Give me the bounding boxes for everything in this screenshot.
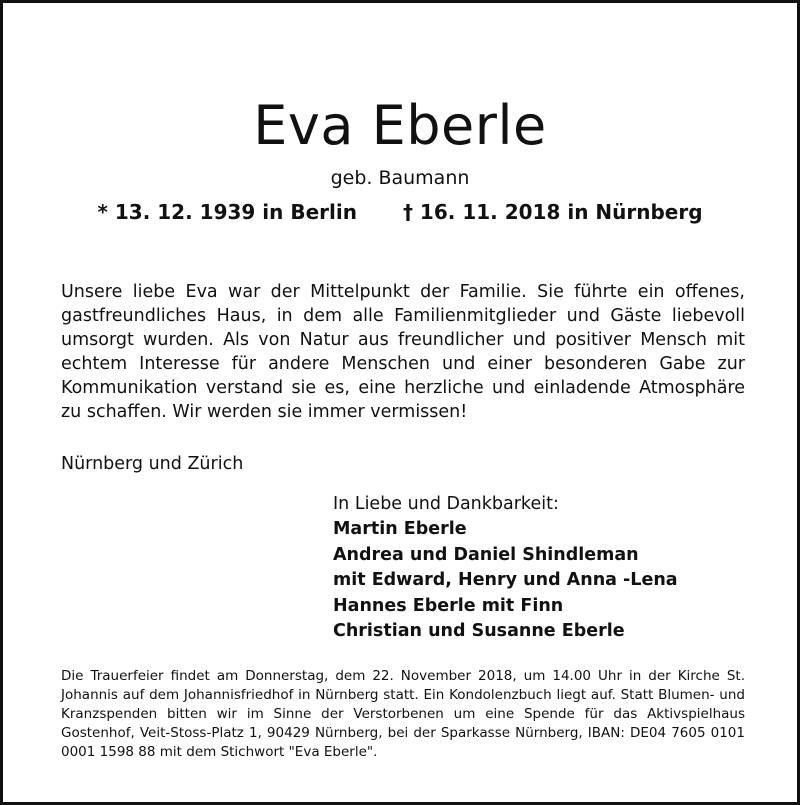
place-line: Nürnberg und Zürich (61, 454, 244, 474)
birth-date: * 13. 12. 1939 in Berlin (97, 200, 357, 224)
signer: Christian und Susanne Eberle (333, 621, 625, 641)
signoff-intro: In Liebe und Dankbarkeit: (333, 494, 559, 514)
death-date: † 16. 11. 2018 in Nürnberg (402, 200, 703, 224)
signoff-block (333, 492, 678, 645)
signer: Andrea und Daniel Shindleman (333, 544, 639, 565)
funeral-details: Die Trauerfeier findet am Donnerstag, dem 22. November 2018, um 14.00 Uhr in der Kirche St. Johannis auf dem Johannisfriedhof in Nürnberg statt. Ein Kondolenzbuch liegt auf. Statt Blumen- und Kranzspenden bitten wir im Sinne der Verstorbenen um eine Spende für das Aktivspielhaus Gostenhof, Veit-Stoss-Platz 1, 90429 Nürnberg, bei der Sparkasse Nürnberg, IBAN: DE04 7605 0101 0001 1598 88 mit dem Stichwort "Eva Eberle". (61, 668, 745, 760)
tribute-text: Unsere liebe Eva war der Mittelpunkt der Familie. Sie führte ein offenes, gastfreundliches Haus, in dem alle Familienmitglieder und Gäste liebevoll umsorgt wurden. Als von Natur aus freundlicher und positiver Mensch mit echtem Interesse für andere Menschen und einer besonderen Gabe zur Kommunikation verstand sie es, eine herzliche und einladende Atmosphäre zu schaffen. Wir werden sie immer vermissen! (61, 282, 745, 422)
deceased-name: Eva Eberle (253, 94, 547, 157)
signer: mit Edward, Henry und Anna -Lena (333, 570, 678, 590)
life-dates (3, 197, 797, 227)
signer: Martin Eberle (333, 519, 467, 539)
birth-name: geb. Baumann (330, 167, 470, 189)
signers-list (333, 517, 678, 645)
signer: Hannes Eberle mit Finn (333, 595, 564, 616)
